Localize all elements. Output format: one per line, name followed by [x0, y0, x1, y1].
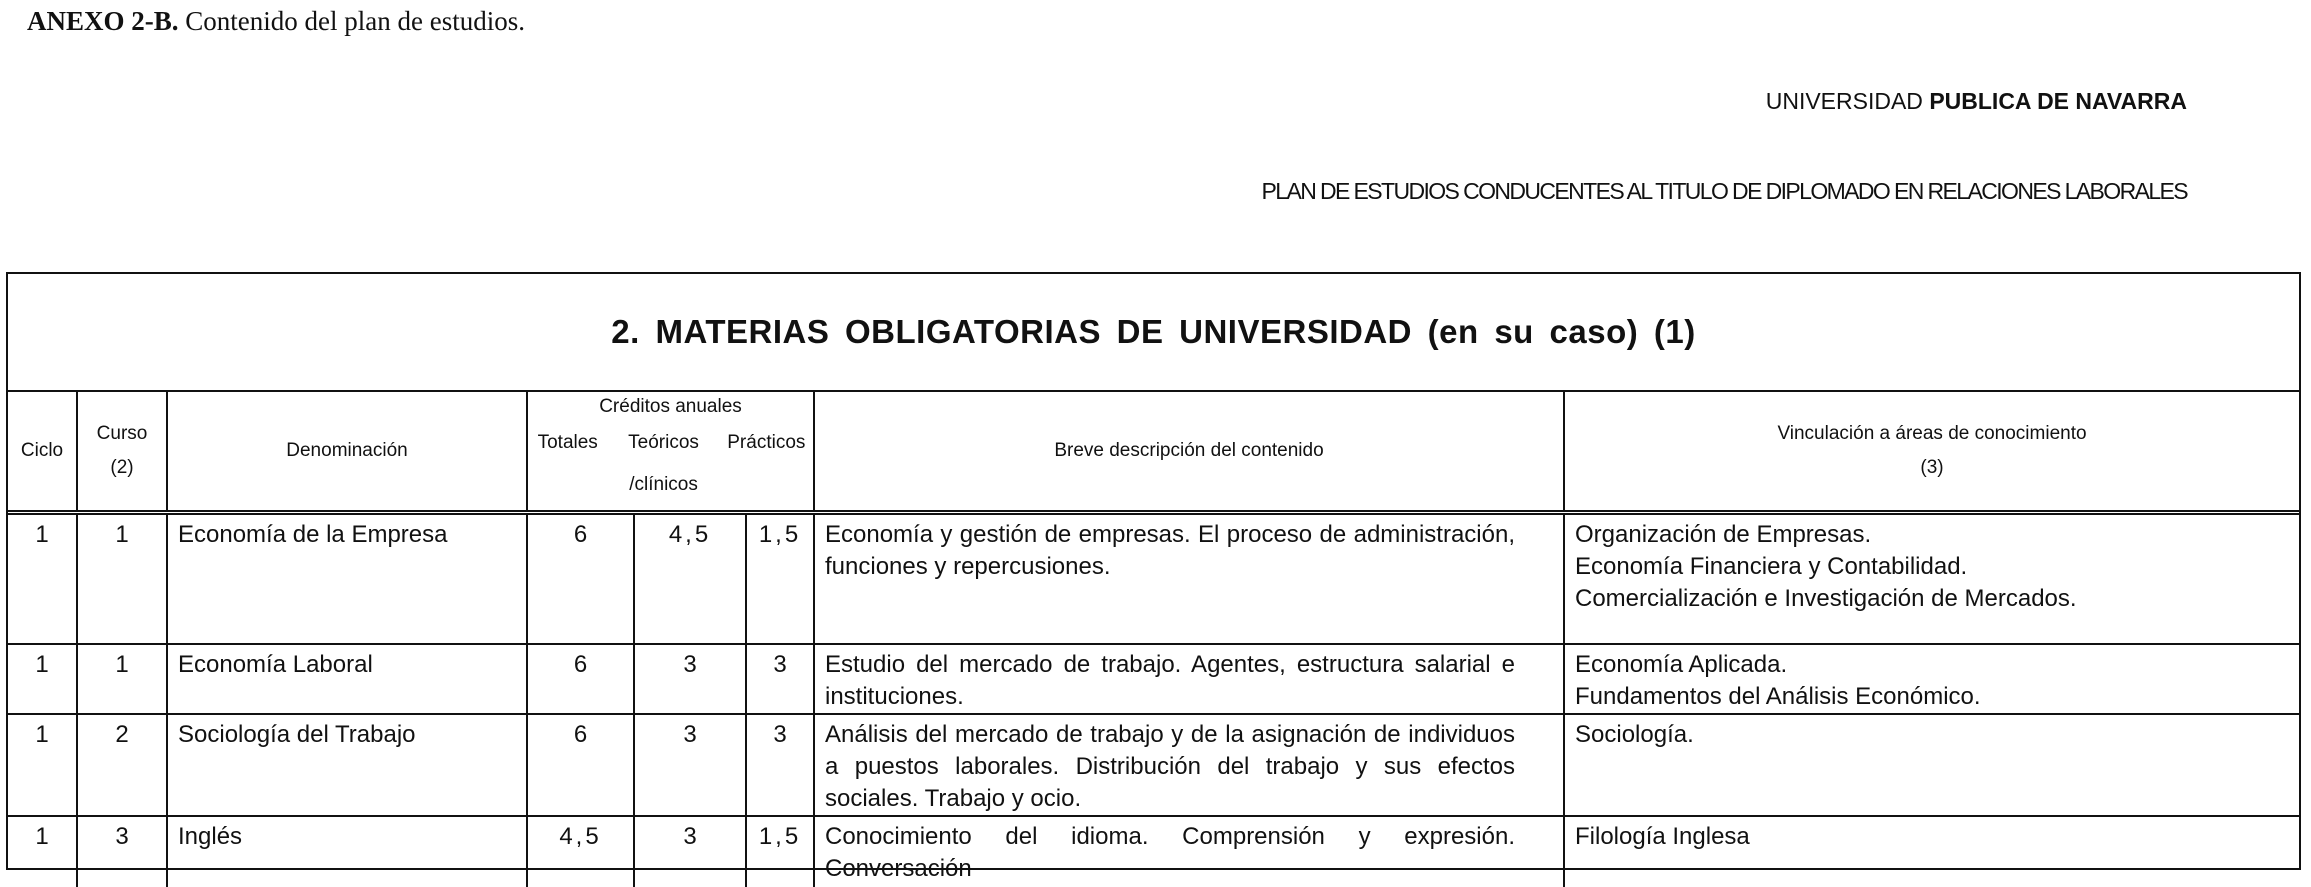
- cell-practicos: 3: [773, 651, 787, 678]
- annex-heading: [27, 6, 525, 37]
- area-item: Comercialización e Investigación de Mercados.: [1575, 585, 2077, 612]
- header-ciclo: Ciclo: [8, 392, 77, 513]
- header-teoricos: Teóricos /clínicos: [628, 432, 699, 495]
- university-name: [1766, 88, 2187, 115]
- area-item: Fundamentos del Análisis Económico.: [1575, 683, 1981, 710]
- cell-denominacion: Economía Laboral: [167, 644, 527, 714]
- cell-creditos: [527, 816, 814, 887]
- cell-practicos: 1,5: [758, 823, 802, 850]
- cell-curso: 1: [77, 513, 167, 645]
- university-prefix: UNIVERSIDAD: [1765, 88, 1930, 114]
- cell-teoricos: 4,5: [635, 515, 747, 643]
- header-totales: Totales: [537, 432, 598, 453]
- subjects-table-frame: [6, 272, 2301, 882]
- cell-totales: 6: [528, 645, 635, 713]
- cell-areas: [1564, 816, 2299, 887]
- header-vinculacion-note: (3): [1920, 457, 1944, 478]
- cell-curso: 2: [77, 714, 167, 816]
- cell-practicos: 1,5: [758, 521, 802, 548]
- annex-label: ANEXO 2-B.: [27, 6, 179, 36]
- university-bold-name: PUBLICA DE NAVARRA: [1929, 88, 2187, 114]
- area-item: Economía Financiera y Contabilidad.: [1575, 553, 1968, 580]
- header-denominacion: Denominación: [167, 392, 527, 513]
- cell-creditos: [527, 513, 814, 645]
- header-creditos-anuales: Créditos anuales: [599, 396, 742, 417]
- cell-creditos: [527, 714, 814, 816]
- cell-teoricos: 3: [635, 645, 747, 713]
- cell-denominacion: Sociología del Trabajo: [167, 714, 527, 816]
- cell-creditos: [527, 644, 814, 714]
- header-practicos: Prácticos: [727, 432, 806, 453]
- table-row: [8, 714, 2299, 816]
- cell-ciclo: 1: [8, 644, 77, 714]
- table-row: [8, 816, 2299, 887]
- header-curso: Curso (2): [77, 392, 167, 513]
- cell-totales: 4,5: [528, 817, 635, 887]
- cell-areas: [1564, 513, 2299, 645]
- plan-title: PLAN DE ESTUDIOS CONDUCENTES AL TITULO DE DIPLOMADO EN RELACIONES LABORALES: [1261, 178, 2187, 204]
- cell-ciclo: 1: [8, 513, 77, 645]
- area-item: Organización de Empresas.: [1575, 521, 1872, 548]
- table-row: [8, 644, 2299, 714]
- subjects-table: [8, 392, 2299, 887]
- header-descripcion: Breve descripción del contenido: [814, 392, 1564, 513]
- cell-ciclo: 1: [8, 816, 77, 887]
- cell-curso: 1: [77, 644, 167, 714]
- table-title: 2. MATERIAS OBLIGATORIAS DE UNIVERSIDAD (en su caso) (1): [8, 274, 2299, 392]
- area-item: Sociología.: [1575, 721, 1694, 748]
- cell-practicos: 3: [773, 721, 787, 748]
- cell-areas: [1564, 644, 2299, 714]
- area-item: Economía Aplicada.: [1575, 651, 1788, 678]
- cell-descripcion: Economía y gestión de empresas. El proceso de administración, funciones y repercusiones.: [814, 513, 1564, 645]
- annex-description: Contenido del plan de estudios.: [178, 6, 525, 36]
- cell-areas: [1564, 714, 2299, 816]
- cell-teoricos: 3: [635, 715, 747, 815]
- table-header-row: [8, 392, 2299, 513]
- cell-descripcion: Análisis del mercado de trabajo y de la asignación de individuos a puestos laborales. Distribución del trabajo y sus efectos sociales. Trabajo y ocio.: [814, 714, 1564, 816]
- cell-curso: 3: [77, 816, 167, 887]
- cell-descripcion: Estudio del mercado de trabajo. Agentes, estructura salarial e instituciones.: [814, 644, 1564, 714]
- cell-denominacion: Inglés: [167, 816, 527, 887]
- cell-teoricos: 3: [635, 817, 747, 887]
- header-creditos: [527, 392, 814, 513]
- header-curso-note: (2): [110, 457, 134, 478]
- cell-descripcion: Conocimiento del idioma. Comprensión y expresión. Conversación: [814, 816, 1564, 887]
- cell-totales: 6: [528, 515, 635, 643]
- cell-ciclo: 1: [8, 714, 77, 816]
- cell-denominacion: Economía de la Empresa: [167, 513, 527, 645]
- table-row: [8, 513, 2299, 645]
- header-vinculacion: Vinculación a áreas de conocimiento (3): [1564, 392, 2299, 513]
- area-item: Filología Inglesa: [1575, 823, 1750, 850]
- cell-totales: 6: [528, 715, 635, 815]
